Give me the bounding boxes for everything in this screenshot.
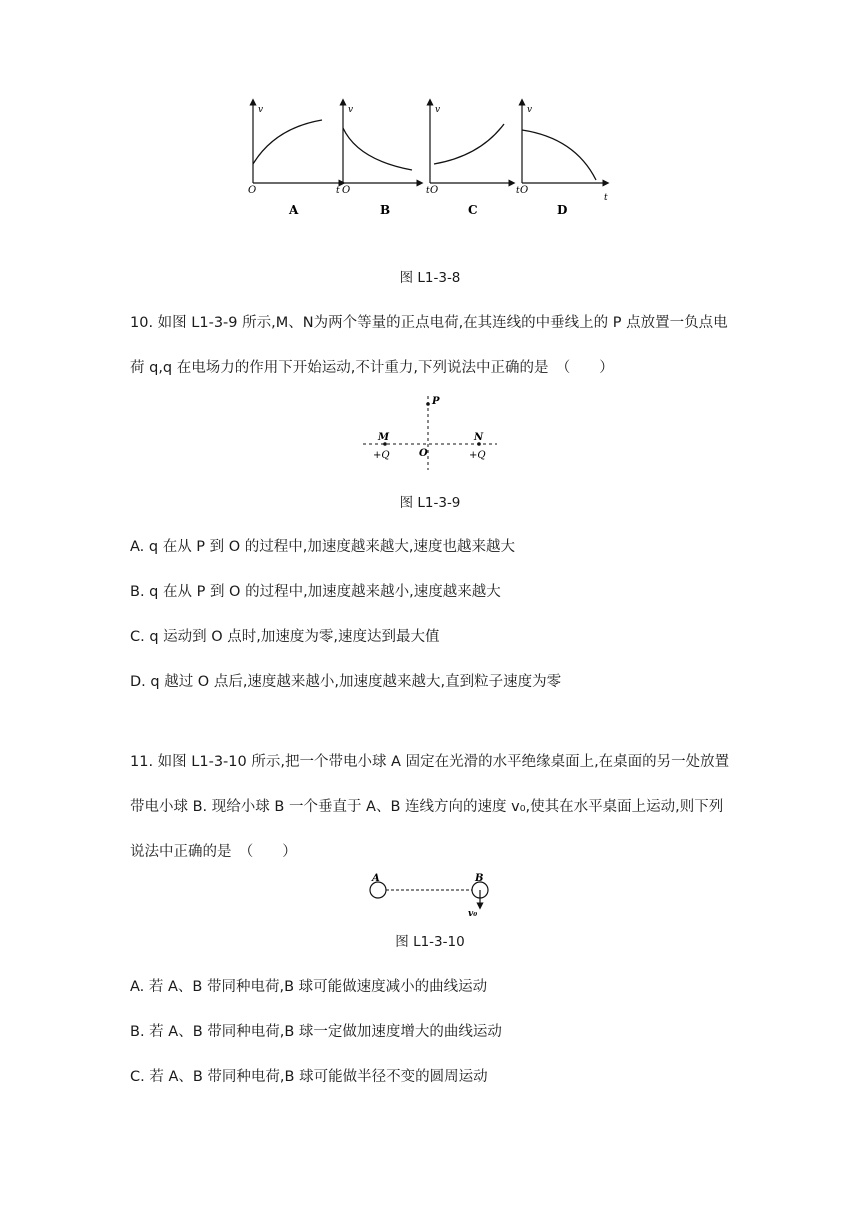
figure-caption-l1-3-8: 图 L1-3-8 (399, 270, 461, 286)
q11-stem-line2: 带电小球 B. 现给小球 B 一个垂直于 A、B 连线方向的速度 v₀,使其在水平桌面上运动,则下列 (130, 799, 724, 815)
figure-l1-3-9 (355, 392, 505, 474)
axis-v-label: v (258, 105, 264, 115)
figure-caption-l1-3-9: 图 L1-3-9 (399, 495, 461, 511)
q10-option-c: C. q 运动到 O 点时,加速度为零,速度达到最大值 (130, 629, 440, 645)
q11-stem-line3: 说法中正确的是 （ ） (130, 844, 297, 860)
q11-option-c: C. 若 A、B 带同种电荷,B 球可能做半径不变的圆周运动 (130, 1069, 488, 1085)
graph-label: D (557, 203, 568, 217)
axis-v-label: v (527, 105, 533, 115)
q11-option-b: B. 若 A、B 带同种电荷,B 球一定做加速度增大的曲线运动 (130, 1024, 502, 1040)
axis-v-label: v (435, 105, 441, 115)
label-v0: v₀ (468, 909, 478, 919)
q10-stem-line2: 荷 q,q 在电场力的作用下开始运动,不计重力,下列说法中正确的是 （ ） (130, 360, 614, 376)
figure-caption-l1-3-10: 图 L1-3-10 (395, 934, 465, 950)
graph-d (520, 102, 608, 217)
label-b: B (475, 873, 484, 884)
figure-l1-3-8 (230, 90, 630, 230)
label-m: M (378, 432, 390, 443)
graph-label: A (289, 203, 299, 217)
label-m-charge: +Q (373, 450, 390, 461)
axis-t-label: t (336, 186, 340, 196)
point-p (426, 402, 430, 406)
q11-stem-line1: 11. 如图 L1-3-10 所示,把一个带电小球 A 固定在光滑的水平绝缘桌面上,在桌面的另一处放置 (130, 754, 730, 770)
graph-c (430, 102, 520, 217)
q10-option-a: A. q 在从 P 到 O 的过程中,加速度越来越大,速度也越来越大 (130, 539, 516, 555)
axis-t-label: t (604, 193, 608, 203)
origin-label: O (248, 185, 257, 196)
axis-t-label: t (426, 186, 430, 196)
q11-option-a: A. 若 A、B 带同种电荷,B 球可能做速度减小的曲线运动 (130, 979, 488, 995)
q10-stem-line1: 10. 如图 L1-3-9 所示,M、N为两个等量的正点电荷,在其连线的中垂线上的 P 点放置一负点电 (130, 315, 728, 331)
curve-d (522, 130, 596, 180)
label-o: O (419, 448, 428, 459)
label-a: A (372, 873, 380, 884)
label-p: P (432, 396, 440, 407)
graph-a (248, 102, 342, 217)
curve-c (434, 124, 504, 164)
origin-label: O (520, 185, 529, 196)
q10-option-b: B. q 在从 P 到 O 的过程中,加速度越来越小,速度越来越大 (130, 584, 501, 600)
graph-label: C (468, 203, 478, 217)
label-n-charge: +Q (469, 450, 486, 461)
graph-b (342, 102, 430, 217)
figure-l1-3-10 (362, 868, 502, 920)
curve-a (253, 120, 322, 164)
origin-label: O (430, 185, 439, 196)
axis-v-label: v (348, 105, 354, 115)
graph-label: B (380, 203, 391, 217)
curve-b (343, 128, 412, 170)
origin-label: O (342, 185, 351, 196)
axis-t-label: t (516, 186, 520, 196)
q10-option-d: D. q 越过 O 点后,速度越来越小,加速度越来越大,直到粒子速度为零 (130, 674, 562, 690)
label-n: N (474, 432, 484, 443)
ball-a (370, 882, 386, 898)
